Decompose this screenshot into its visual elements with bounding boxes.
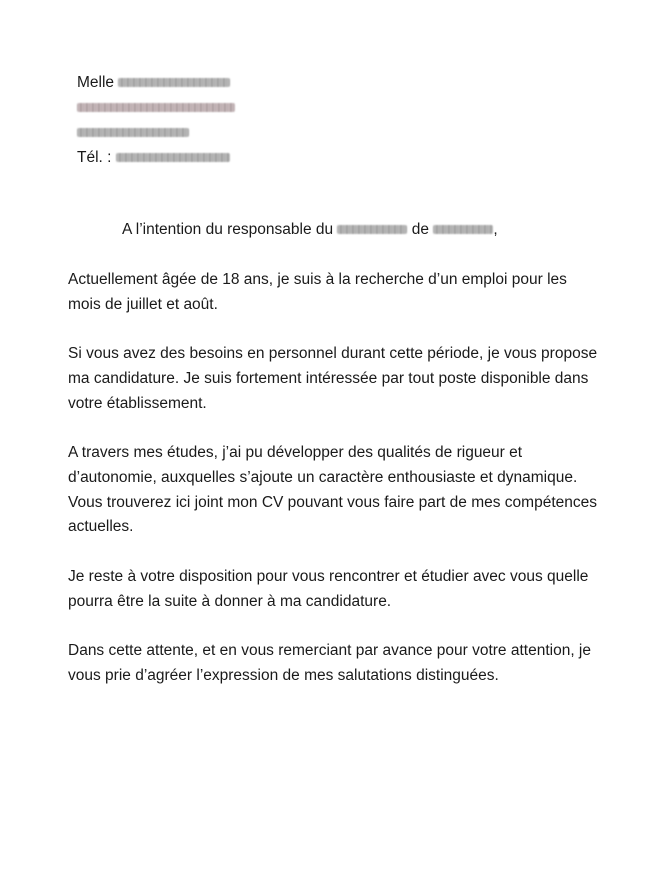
redacted-address-street [77, 103, 235, 112]
redacted-name [118, 78, 230, 87]
addressee-suffix: , [493, 221, 498, 238]
paragraph-availability: Je reste à votre disposition pour vous rencontrer et étudier avec vous quelle pourra être la suite à donner à ma candidature. [68, 567, 589, 610]
redacted-establishment-type [337, 225, 407, 234]
redacted-phone [116, 153, 230, 162]
paragraph-closing: Dans cette attente, et en vous remerciant par avance pour votre attention, je vous prie d’agréer l’expression de mes salutations distinguées. [68, 641, 591, 684]
paragraph-intro: Actuellement âgée de 18 ans, je suis à la recherche d’un emploi pour les mois de juillet et août. [68, 270, 567, 313]
sender-name-line [77, 70, 235, 95]
paragraph-candidature: Si vous avez des besoins en personnel durant cette période, je vous propose ma candidature. Je suis fortement intéressée par tout poste disponible dans votre établissement. [68, 344, 598, 412]
sender-phone-label: Tél. : [77, 149, 112, 166]
sender-phone-line [77, 145, 235, 170]
paragraph-qualities: A travers mes études, j’ai pu développer des qualités de rigueur et d’autonomie, auxquelles s’ajoute un caractère enthousiaste et dynamique. Vous trouverez ici joint mon CV pouvant vous faire part de mes compétences actuelles. [68, 443, 597, 536]
letter-body [68, 218, 598, 713]
sender-block [77, 70, 235, 170]
addressee-line [68, 218, 598, 243]
redacted-address-city [77, 128, 189, 137]
redacted-establishment-name [433, 225, 493, 234]
sender-address-line-1 [77, 95, 235, 120]
addressee-prefix: A l’intention du responsable du [122, 221, 334, 238]
sender-address-line-2 [77, 120, 235, 145]
addressee-middle: de [411, 221, 430, 238]
sender-title: Melle [77, 74, 115, 91]
